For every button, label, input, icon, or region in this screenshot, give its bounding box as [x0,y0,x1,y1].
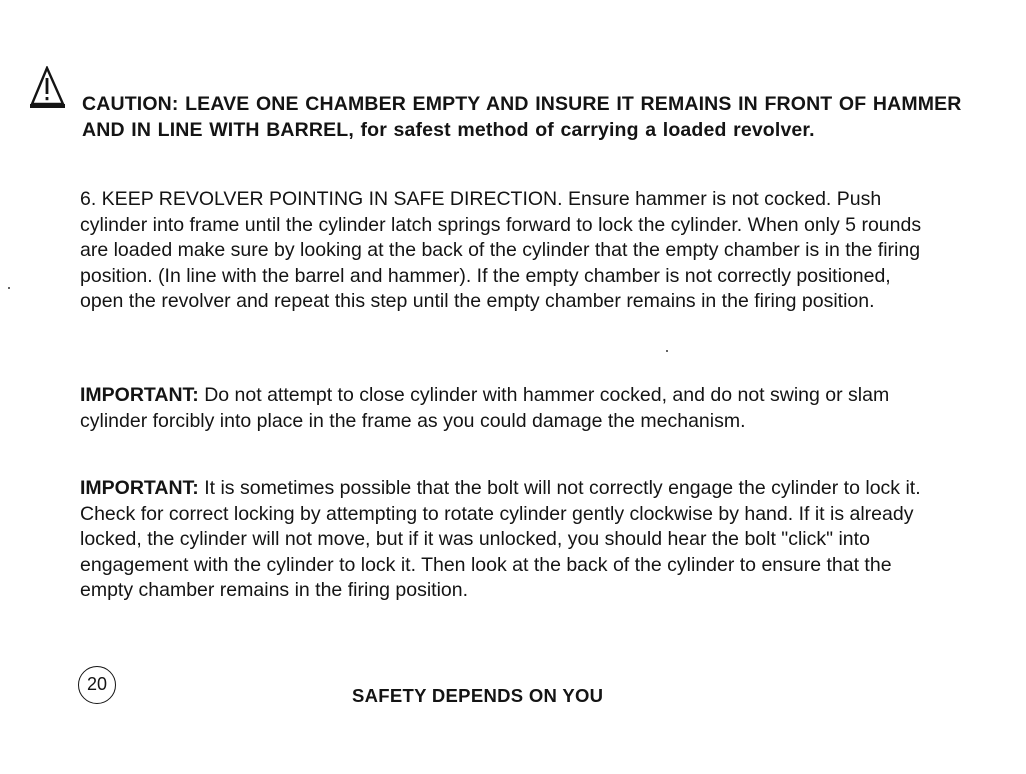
important-text-1: Do not attempt to close cylinder with hammer cocked, and do not swing or slam cylinder forcibly into place in the frame as you could damage the mechanism. [80,384,890,432]
caution-lower-text: for safest method of carrying a loaded revolver. [353,118,815,141]
caution-label: CAUTION: [82,93,179,115]
page-number-badge: 20 [78,666,116,704]
important-label-2: IMPORTANT: [80,477,199,499]
step-6-paragraph: 6. KEEP REVOLVER POINTING IN SAFE DIRECTION. Ensure hammer is not cocked. Push cylinder into frame until the cylinder latch springs forward to lock the cylinder. When only 5 rounds are loaded make sure by looking at the back of the cylinder that the empty chamber is in the firing position. (In line with the barrel and hammer). If the empty chamber is not correctly positioned, open the revolver and repeat this step until the empty chamber remains in the firing position. [80,188,922,313]
important-text-2: It is sometimes possible that the bolt will not correctly engage the cylinder to lock it. Check for correct locking by attempting to rotate cylinder gently clockwise by hand. If it is already locked, the cylinder will not move, but if it was unlocked, you should hear the bolt "click" into engagement with the cylinder to lock it. Then look at the back of the cylinder to ensure that the empty chamber remains in the firing position. [80,477,921,602]
footer-tagline: SAFETY DEPENDS ON YOU [352,685,604,706]
important-paragraph-2 [80,476,925,604]
important-paragraph-1 [80,383,925,434]
warning-triangle-icon [30,66,82,112]
caution-text [82,92,962,143]
caution-upper-text: LEAVE ONE CHAMBER EMPTY AND INSURE IT REMAINS IN FRONT OF HAMMER AND IN LINE WITH BARREL, [82,93,962,141]
scan-speck [666,350,668,352]
scan-speck [8,287,10,289]
important-label-1: IMPORTANT: [80,384,199,406]
